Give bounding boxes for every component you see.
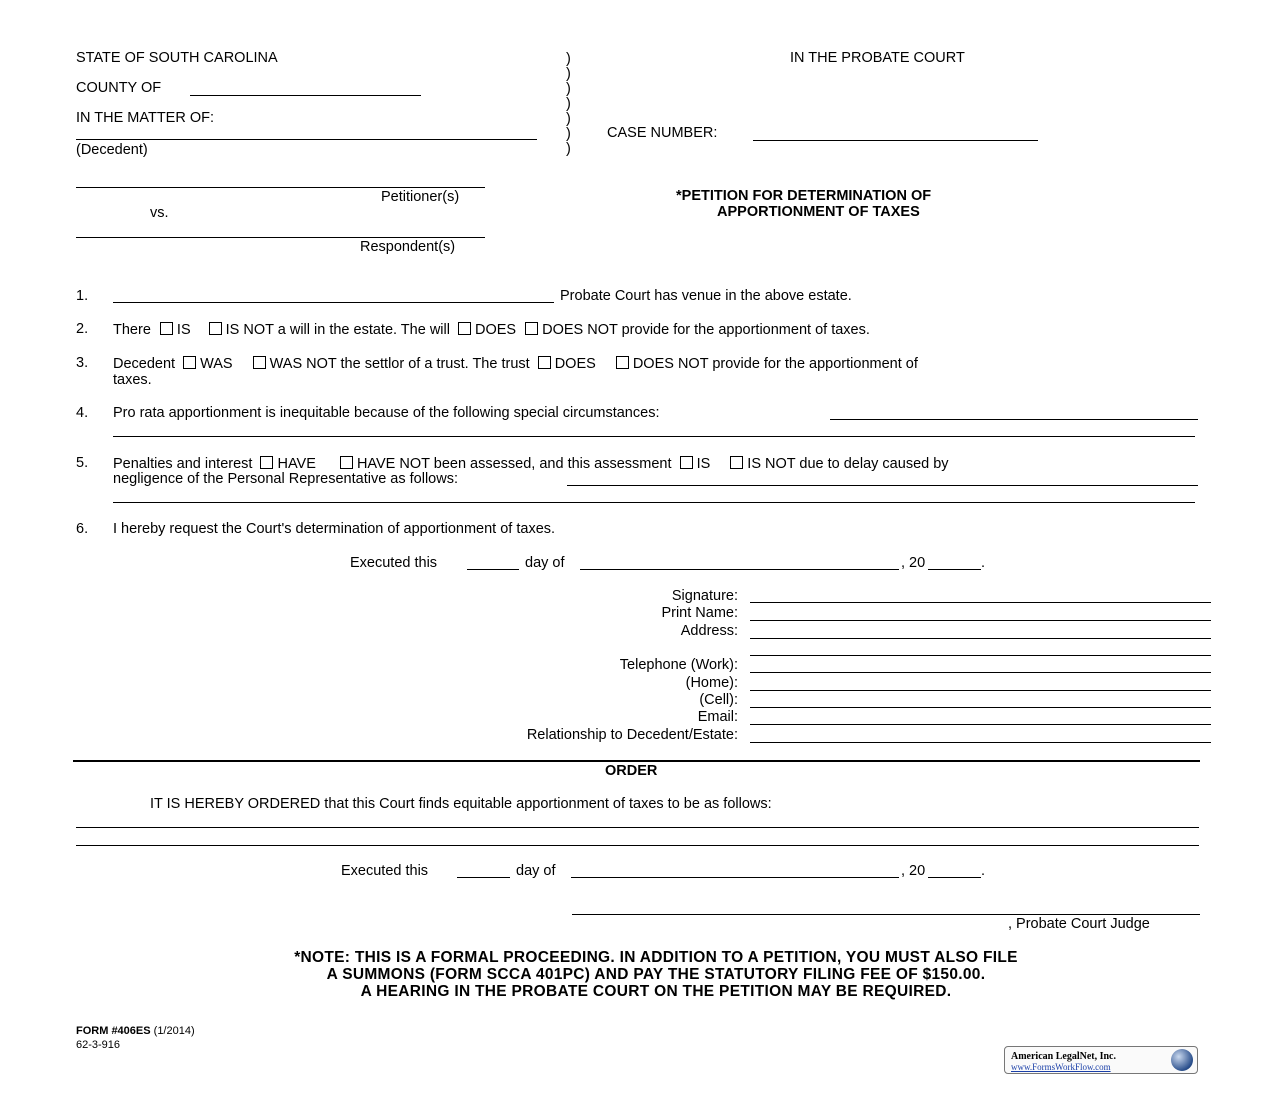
order-executed-day-of-label: day of (516, 863, 556, 879)
email-field[interactable] (750, 724, 1211, 725)
telephone-cell-label: (Cell): (699, 692, 738, 708)
executed-year-prefix: , 20 (901, 555, 926, 571)
will-does-not-checkbox[interactable] (525, 322, 538, 335)
telephone-work-field[interactable] (750, 672, 1211, 673)
executed-month-field[interactable] (580, 569, 899, 570)
county-label: COUNTY OF (76, 80, 162, 96)
telephone-home-field[interactable] (750, 690, 1211, 691)
print-name-label: Print Name: (661, 605, 738, 621)
will-is-not-checkbox[interactable] (209, 322, 222, 335)
item-5-text (113, 456, 949, 472)
will-is-label: IS (176, 322, 191, 338)
item-5-number: 5. (76, 455, 89, 471)
executed-day-field[interactable] (467, 569, 519, 570)
respondent-label: Respondent(s) (360, 239, 456, 255)
trust-does-not-checkbox[interactable] (616, 356, 629, 369)
statute-code: 62-3-916 (76, 1039, 121, 1051)
signature-field[interactable] (750, 602, 1211, 603)
will-is-checkbox[interactable] (160, 322, 173, 335)
penalties-have-label: HAVE (277, 456, 316, 472)
order-executed-day-field[interactable] (457, 877, 510, 878)
petitioner-field[interactable] (76, 187, 485, 188)
circumstances-field-1[interactable] (830, 419, 1198, 420)
note-line-3: A HEARING IN THE PROBATE COURT ON THE PETITION MAY BE REQUIRED. (360, 983, 952, 1000)
order-executed-month-field[interactable] (571, 877, 899, 878)
email-label: Email: (697, 709, 738, 725)
will-does-checkbox[interactable] (458, 322, 471, 335)
petitioner-label: Petitioner(s) (381, 189, 460, 205)
court-label: IN THE PROBATE COURT (790, 50, 965, 66)
trust-does-label: DOES (554, 356, 596, 372)
item-4-number: 4. (76, 405, 89, 421)
order-heading: ORDER (605, 763, 658, 779)
form-title-line2: APPORTIONMENT OF TAXES (717, 204, 920, 220)
penalties-have-checkbox[interactable] (260, 456, 273, 469)
order-text: IT IS HEREBY ORDERED that this Court finds equitable apportionment of taxes to be as follows: (150, 796, 772, 812)
settlor-was-not-checkbox[interactable] (253, 356, 266, 369)
will-does-not-label: DOES NOT provide for the apportionment of taxes. (542, 322, 870, 338)
item-2-number: 2. (76, 321, 89, 337)
item-1-text: Probate Court has venue in the above estate. (560, 288, 852, 304)
penalties-have-not-label: HAVE NOT been assessed, and this assessment (356, 456, 672, 472)
order-field-2[interactable] (76, 845, 1199, 846)
executed-label: Executed this (350, 555, 438, 571)
address-field-2[interactable] (750, 655, 1211, 656)
item-3-text (113, 356, 918, 372)
executed-year-field[interactable] (928, 569, 981, 570)
item-5-lead: Penalties and interest (113, 456, 253, 472)
respondent-field[interactable] (76, 237, 485, 238)
decedent-name-field[interactable] (76, 139, 537, 140)
settlor-was-checkbox[interactable] (183, 356, 196, 369)
order-executed-label: Executed this (341, 863, 429, 879)
decedent-label: (Decedent) (76, 142, 148, 158)
logo-url-link[interactable]: www.FormsWorkFlow.com (1011, 1062, 1111, 1072)
matter-label: IN THE MATTER OF: (76, 110, 215, 126)
item-4-text: Pro rata apportionment is inequitable because of the following special circumstances: (113, 405, 660, 421)
will-is-not-label: IS NOT a will in the estate. The will (225, 322, 450, 338)
american-legalnet-logo[interactable] (1004, 1046, 1198, 1074)
telephone-cell-field[interactable] (750, 707, 1211, 708)
address-field-1[interactable] (750, 638, 1211, 639)
signature-label: Signature: (671, 588, 738, 604)
negligence-field-1[interactable] (567, 485, 1198, 486)
settlor-was-not-label: WAS NOT the settlor of a trust. The trust (269, 356, 530, 372)
delay-is-not-checkbox[interactable] (730, 456, 743, 469)
telephone-home-label: (Home): (685, 675, 738, 691)
county-venue-field[interactable] (113, 302, 554, 303)
settlor-was-label: WAS (200, 356, 233, 372)
order-field-1[interactable] (76, 827, 1199, 828)
item-6-text: I hereby request the Court's determination of apportionment of taxes. (113, 521, 556, 537)
executed-day-of-label: day of (525, 555, 565, 571)
item-2-text (113, 322, 870, 338)
delay-is-checkbox[interactable] (680, 456, 693, 469)
order-executed-year-prefix: , 20 (901, 863, 926, 879)
vs-label: vs. (150, 205, 169, 221)
case-number-field[interactable] (753, 140, 1038, 141)
form-revision: (1/2014) (153, 1025, 195, 1037)
state-label: STATE OF SOUTH CAROLINA (76, 50, 278, 66)
form-title-line1: *PETITION FOR DETERMINATION OF (676, 188, 932, 204)
relationship-label: Relationship to Decedent/Estate: (526, 727, 738, 743)
case-number-label: CASE NUMBER: (607, 125, 718, 141)
print-name-field[interactable] (750, 620, 1211, 621)
executed-period: . (981, 555, 986, 571)
form-id: FORM #406ES (76, 1025, 151, 1037)
form-number (76, 1026, 195, 1037)
judge-label: , Probate Court Judge (1008, 916, 1150, 932)
logo-company-name: American LegalNet, Inc. (1011, 1051, 1116, 1062)
trust-does-not-label: DOES NOT provide for the apportionment of (632, 356, 918, 372)
trust-does-checkbox[interactable] (538, 356, 551, 369)
item-5-continuation: negligence of the Personal Representative as follows: (113, 471, 458, 487)
item-2-lead: There (113, 322, 151, 338)
item-3-number: 3. (76, 355, 89, 371)
section-divider (73, 760, 1200, 762)
relationship-field[interactable] (750, 742, 1211, 743)
delay-is-label: IS (696, 456, 711, 472)
telephone-work-label: Telephone (Work): (619, 657, 738, 673)
will-does-label: DOES (475, 322, 517, 338)
item-3-lead: Decedent (113, 356, 176, 372)
order-executed-year-field[interactable] (928, 877, 981, 878)
item-3-continuation: taxes. (113, 372, 152, 388)
note-line-1: *NOTE: THIS IS A FORMAL PROCEEDING. IN ADDITION TO A PETITION, YOU MUST ALSO FILE (294, 949, 1018, 966)
judge-signature-field[interactable] (572, 914, 1200, 915)
negligence-field-2[interactable] (113, 502, 1195, 503)
item-1-number: 1. (76, 288, 89, 304)
globe-icon (1171, 1049, 1193, 1071)
delay-is-not-label: IS NOT due to delay caused by (747, 456, 949, 472)
note-line-2: A SUMMONS (FORM SCCA 401PC) AND PAY THE STATUTORY FILING FEE OF $150.00. (326, 966, 986, 983)
address-label: Address: (680, 623, 738, 639)
county-field[interactable] (190, 95, 421, 96)
circumstances-field-2[interactable] (113, 436, 1195, 437)
penalties-have-not-checkbox[interactable] (340, 456, 353, 469)
item-6-number: 6. (76, 521, 89, 537)
order-executed-period: . (981, 863, 986, 879)
